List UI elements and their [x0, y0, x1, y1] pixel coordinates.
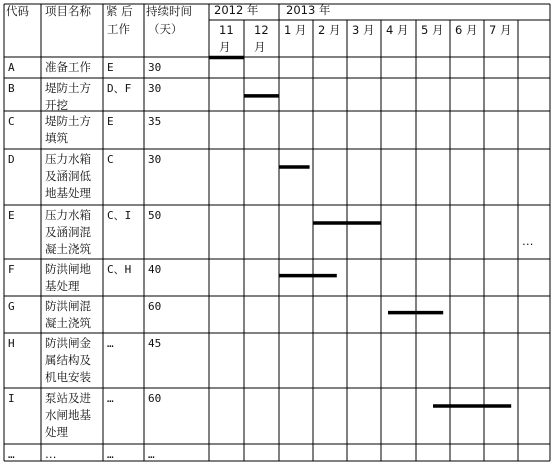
table-row	[8, 262, 161, 293]
header-year-2012: 2012 年	[214, 3, 259, 17]
row-code: B	[8, 82, 15, 95]
month-header-2013: 3 月	[352, 23, 375, 37]
row-duration: …	[148, 448, 155, 461]
month-header-2012: 12	[254, 23, 269, 37]
table-row	[8, 81, 161, 112]
month-header-2013: 4 月	[386, 23, 409, 37]
row-successor: E	[107, 115, 114, 128]
table-rows	[8, 60, 161, 461]
row-duration: 30	[148, 153, 162, 166]
row-code: I	[8, 392, 15, 405]
row-name: 堤防土方	[45, 114, 91, 128]
month-header-2013: 6 月	[455, 23, 478, 37]
row-successor: …	[107, 448, 114, 461]
row-code: …	[8, 448, 15, 461]
row-name: 堤防土方	[45, 81, 91, 95]
table-row	[8, 208, 161, 256]
row-successor: E	[107, 61, 114, 74]
row-duration: 50	[148, 209, 162, 222]
row-name: 属结构及	[45, 353, 91, 367]
row-successor: D、F	[107, 82, 132, 95]
header-duration-line2: （天）	[148, 22, 183, 36]
row-successor: …	[107, 337, 114, 350]
month-header-2012: 11	[219, 23, 234, 37]
row-code: A	[8, 61, 15, 74]
row-name: 防洪闸混	[45, 299, 91, 313]
month-header-2013: 1 月	[284, 23, 307, 37]
row-name: 开挖	[45, 98, 68, 112]
row-name: 凝土浇筑	[45, 242, 91, 256]
header-after-line1: 紧 后	[106, 4, 133, 18]
row-name: 水闸地基	[45, 408, 91, 422]
row-name: 凝土浇筑	[45, 316, 91, 330]
row-duration: 30	[148, 61, 162, 74]
row-duration: 45	[148, 337, 162, 350]
month-headers	[219, 23, 511, 54]
table-row	[8, 391, 161, 439]
row-name: 机电安装	[45, 370, 91, 384]
row-name: …	[45, 447, 57, 461]
row-name: 压力水箱	[45, 152, 91, 166]
gantt-bars	[209, 57, 511, 406]
table-row	[8, 152, 161, 200]
row-code: E	[8, 209, 15, 222]
row-successor: C、I	[107, 209, 132, 222]
row-duration: 35	[148, 115, 162, 128]
header-after-line2: 工作	[107, 22, 130, 36]
table-row	[8, 114, 161, 145]
table-row	[8, 299, 161, 330]
row-duration: 30	[148, 82, 162, 95]
row-name: 防洪闸金	[45, 336, 91, 350]
row-code: C	[8, 115, 15, 128]
header-name: 项目名称	[45, 4, 91, 18]
row-code: D	[8, 153, 15, 166]
row-duration: 40	[148, 263, 162, 276]
row-name: 泵站及进	[45, 391, 91, 405]
row-name: 防洪闸地	[45, 262, 91, 276]
row-code: H	[8, 337, 15, 350]
month-header-2013: 2 月	[318, 23, 341, 37]
row-name: 填筑	[45, 131, 68, 145]
row-name: 及涵洞混	[45, 225, 91, 239]
row-duration: 60	[148, 300, 162, 313]
row-name: 基处理	[45, 279, 80, 293]
row-successor: C、H	[107, 263, 132, 276]
month-header-unit: 月	[219, 40, 231, 54]
extra-column-ellipsis: …	[522, 234, 534, 248]
table-row	[8, 336, 161, 384]
month-header-unit: 月	[254, 40, 266, 54]
header-duration-line1: 持续时间	[146, 4, 192, 18]
month-header-2013: 7 月	[489, 23, 512, 37]
header-year-2013: 2013 年	[286, 3, 331, 17]
row-name: 处理	[45, 425, 68, 439]
row-code: F	[8, 263, 15, 276]
row-name: 准备工作	[45, 60, 91, 74]
row-duration: 60	[148, 392, 162, 405]
header-code: 代码	[6, 4, 29, 18]
table-row	[8, 447, 155, 461]
table-row	[8, 60, 161, 74]
row-code: G	[8, 300, 15, 313]
row-name: 及涵洞低	[45, 169, 91, 183]
row-name: 地基处理	[45, 186, 91, 200]
month-header-2013: 5 月	[421, 23, 444, 37]
row-successor: C	[107, 153, 114, 166]
row-name: 压力水箱	[45, 208, 91, 222]
row-successor: …	[107, 392, 114, 405]
